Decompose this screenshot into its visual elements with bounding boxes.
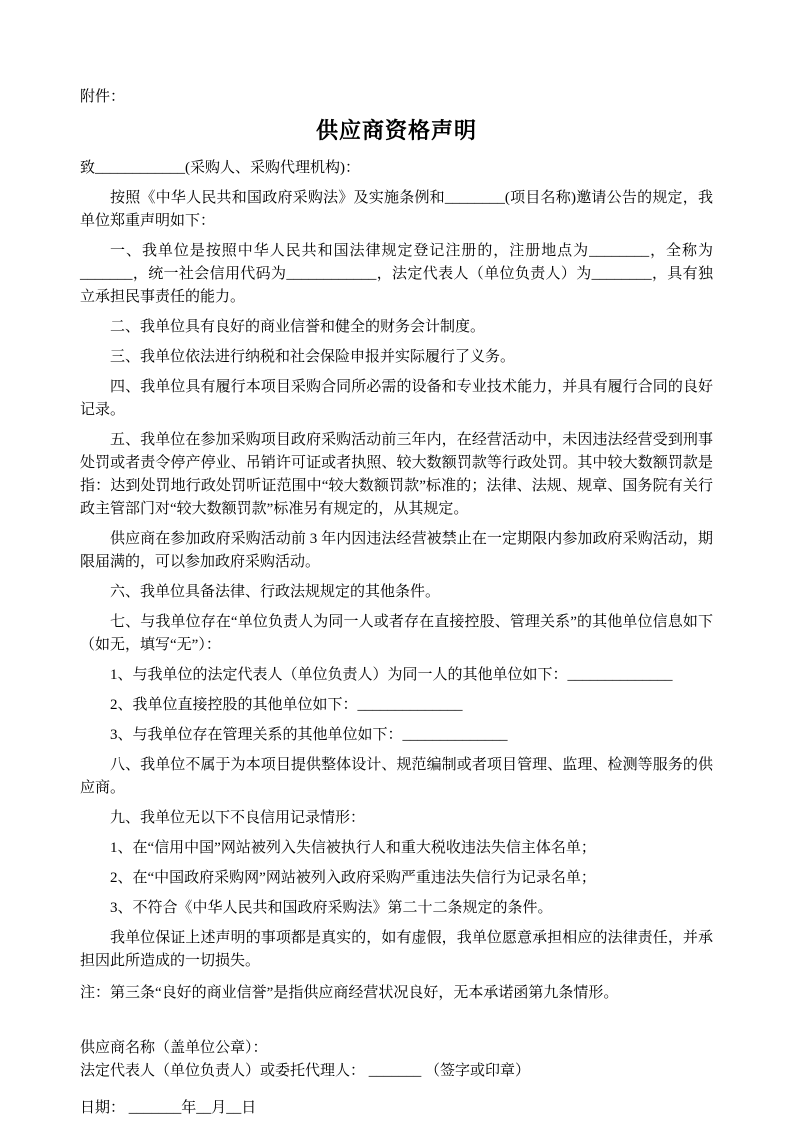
clause-9-item-3: 3、不符合《中华人民共和国政府采购法》第二十二条规定的条件。 (110, 900, 553, 916)
document-title: 供应商资格声明 (315, 118, 477, 143)
clause-9: 九、我单位无以下不良信用记录情形： (110, 810, 366, 826)
note-paragraph: 注：第三条“良好的商业信誉”是指供应商经营状况良好，无本承诺函第九条情形。 (80, 985, 619, 1001)
clause-7: 七、与我单位存在“单位负责人为同一人或者存在直接控股、管理关系”的其他单位信息如下（如无，填写“无”）： (80, 614, 713, 653)
clause-9-item-2: 2、在“中国政府采购网”网站被列入政府采购严重违法失信行为记录名单； (110, 870, 596, 886)
clause-5: 五、我单位在参加采购项目政府采购活动前三年内，在经营活动中，未因违法经营受到刑事处罚或者责令停产停业、吊销许可证或者执照、较大数额罚款等行政处罚。其中较大数额罚款是指：达到处罚地行政处罚听证范围中“较大数额罚款”标准的；法律、法规、规章、国务院有关行政主管部门对“较大数额罚款”标准另有规定的，从其规定。 (80, 432, 713, 517)
legal-rep-line: 法定代表人（单位负责人）或委托代理人： _______ （签字或印章） (80, 1063, 531, 1079)
clause-5-supplement: 供应商在参加政府采购活动前 3 年内因违法经营被禁止在一定期限内参加政府采购活动，期限届满的，可以参加政府采购活动。 (80, 531, 713, 570)
clause-7-item-2: 2、我单位直接控股的其他单位如下：______________ (110, 697, 463, 713)
clause-4: 四、我单位具有履行本项目采购合同所必需的设备和专业技术能力，并具有履行合同的良好记录。 (80, 379, 713, 418)
attachment-label: 附件： (80, 89, 126, 105)
supplier-name-line: 供应商名称（盖单位公章）： (80, 1040, 268, 1056)
salutation-line: 致____________(采购人、采购代理机构)： (80, 160, 360, 176)
clause-1: 一、我单位是按照中华人民共和国法律规定登记注册的，注册地点为________，全称为_______，统一社会信用代码为____________，法定代表人（单位负责人）为________，具有独立承担民事责任的能力。 (80, 243, 713, 305)
clause-8: 八、我单位不属于为本项目提供整体设计、规范编制或者项目管理、监理、检测等服务的供应商。 (80, 757, 713, 796)
clause-3: 三、我单位依法进行纳税和社会保险申报并实际履行了义务。 (110, 349, 516, 365)
signature-block (80, 1037, 713, 1083)
date-line: 日期： _______年__月__日 (80, 1100, 257, 1116)
clause-2: 二、我单位具有良好的商业信誉和健全的财务会计制度。 (110, 319, 486, 335)
clause-9-item-1: 1、在“信用中国”网站被列入失信被执行人和重大税收违法失信主体名单； (110, 840, 596, 856)
preamble-paragraph: 按照《中华人民共和国政府采购法》及实施条例和________(项目名称)邀请公告的规定，我单位郑重声明如下： (80, 190, 713, 229)
clause-7-item-1: 1、与我单位的法定代表人（单位负责人）为同一人的其他单位如下：______________ (110, 667, 673, 683)
clause-7-item-3: 3、与我单位存在管理关系的其他单位如下：______________ (110, 727, 508, 743)
clause-6: 六、我单位具备法律、行政法规规定的其他条件。 (110, 584, 441, 600)
closing-statement: 我单位保证上述声明的事项都是真实的，如有虚假，我单位愿意承担相应的法律责任，并承担因此所造成的一切损失。 (80, 930, 713, 969)
